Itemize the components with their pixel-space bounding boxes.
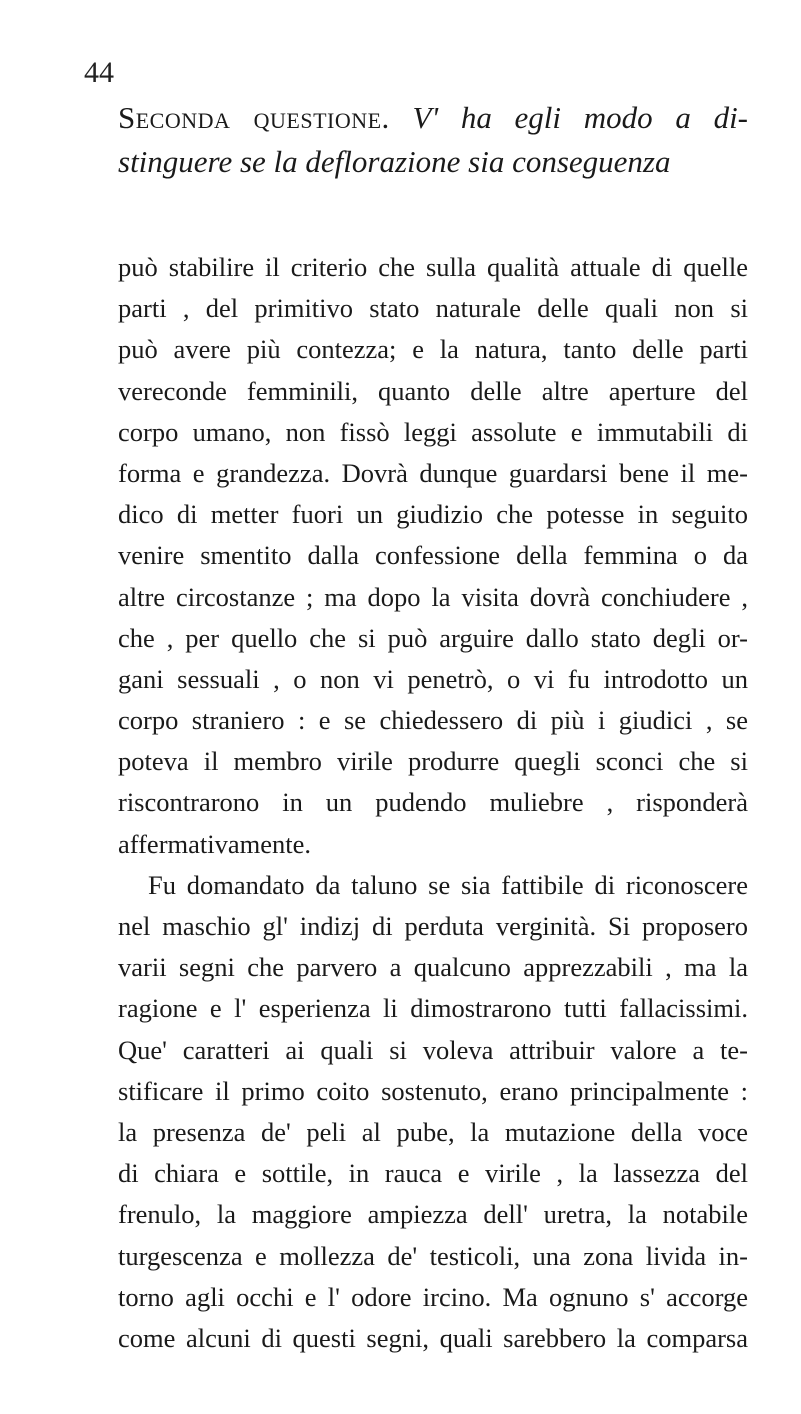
page-number: 44 [84,56,114,89]
text-line: parti , del primitivo stato naturale delle quali non si [118,293,748,324]
text-line: dico di metter fuori un giudizio che potesse in seguito [118,499,748,530]
text-line: che , per quello che si può arguire dallo stato degli or- [118,622,748,653]
text-line: ragione e l' esperienza li dimostrarono tutti fallacissimi. [118,993,748,1024]
text-line: affermativamente. [118,828,312,859]
text-line: come alcuni di questi segni, quali sarebbero la comparsa [118,1322,748,1353]
text-line: corpo straniero : e se chiedessero di più i giudici , se [118,705,748,736]
body-text [118,247,748,1359]
text-line: venire smentito dalla confessione della femmina o da [118,540,748,571]
text-line: poteva il membro virile produrre quegli sconci che si [118,746,748,777]
text-line: torno agli occhi e l' odore ircino. Ma ognuno s' accorge [118,1281,748,1312]
text-line: nel maschio gl' indizj di perduta verginità. Si proposero [118,911,748,941]
text-line: turgescenza e mollezza de' testicoli, una zona livida in- [118,1240,748,1271]
text-line: può stabilire il criterio che sulla qualità attuale di quelle [118,252,748,282]
text-line: Que' caratteri ai quali si voleva attribuir valore a te- [118,1034,748,1065]
text-line: Fu domandato da taluno se sia fattibile di riconoscere [148,869,748,900]
text-line: corpo umano, non fissò leggi assolute e immutabili di [118,416,748,447]
text-line: la presenza de' peli al pube, la mutazione della voce [118,1116,748,1147]
section-heading [118,96,748,184]
heading-question: V' ha egli modo a di-stinguere se la deflorazione sia conseguenza [118,100,748,179]
text-line: riscontrarono in un pudendo muliebre , risponderà [118,787,748,818]
text-line: di chiara e sottile, in rauca e virile , la lassezza del [118,1158,748,1189]
text-line: stificare il primo coito sostenuto, erano principalmente : [118,1075,748,1106]
heading-label: Seconda questione. [118,100,390,135]
text-line: varii segni che parvero a qualcuno apprezzabili , ma la [118,952,748,983]
text-line: gani sessuali , o non vi penetrò, o vi fu introdotto un [118,663,748,694]
text-line: forma e grandezza. Dovrà dunque guardarsi bene il me- [118,457,748,488]
text-line: altre circostanze ; ma dopo la visita dovrà conchiudere , [118,581,748,612]
text-line: frenulo, la maggiore ampiezza dell' uretra, la notabile [118,1199,748,1230]
text-line: può avere più contezza; e la natura, tanto delle parti [118,334,748,365]
text-line: vereconde femminili, quanto delle altre aperture del [118,375,748,406]
